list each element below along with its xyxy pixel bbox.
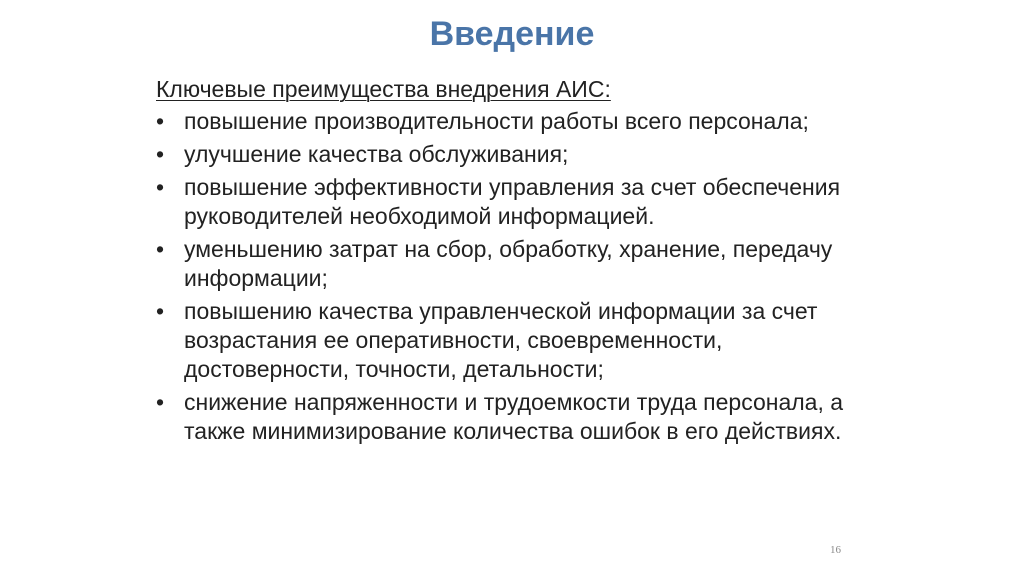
bullet-icon: • bbox=[156, 298, 165, 324]
bullet-list bbox=[156, 107, 876, 446]
slide-content bbox=[156, 75, 876, 450]
bullet-icon: • bbox=[156, 389, 165, 415]
bullet-icon: • bbox=[156, 174, 165, 200]
list-item bbox=[156, 107, 876, 136]
list-item-text: повышение эффективности управления за счет обеспечения руководителей необходимой информацией. bbox=[184, 174, 841, 229]
list-item bbox=[156, 297, 876, 384]
list-item-text: повышение производительности работы всего персонала; bbox=[184, 108, 809, 134]
list-item-text: повышению качества управленческой информации за счет возрастания ее оперативности, своевременности, достоверности, точности, детальности; bbox=[184, 298, 818, 382]
bullet-icon: • bbox=[156, 141, 165, 167]
list-item bbox=[156, 140, 876, 169]
list-item-text: снижение напряженности и трудоемкости труда персонала, а также минимизирование количества ошибок в его действиях. bbox=[184, 389, 844, 444]
list-item-text: уменьшению затрат на сбор, обработку, хранение, передачу информации; bbox=[184, 236, 833, 291]
page-number: 16 bbox=[830, 544, 841, 556]
list-item bbox=[156, 235, 876, 293]
bullet-icon: • bbox=[156, 236, 165, 262]
slide-title: Введение bbox=[429, 15, 595, 53]
bullet-icon: • bbox=[156, 108, 165, 134]
list-item bbox=[156, 173, 876, 231]
list-item-text: улучшение качества обслуживания; bbox=[184, 141, 569, 167]
list-item bbox=[156, 388, 876, 446]
lead-text: Ключевые преимущества внедрения АИС: bbox=[156, 76, 611, 102]
